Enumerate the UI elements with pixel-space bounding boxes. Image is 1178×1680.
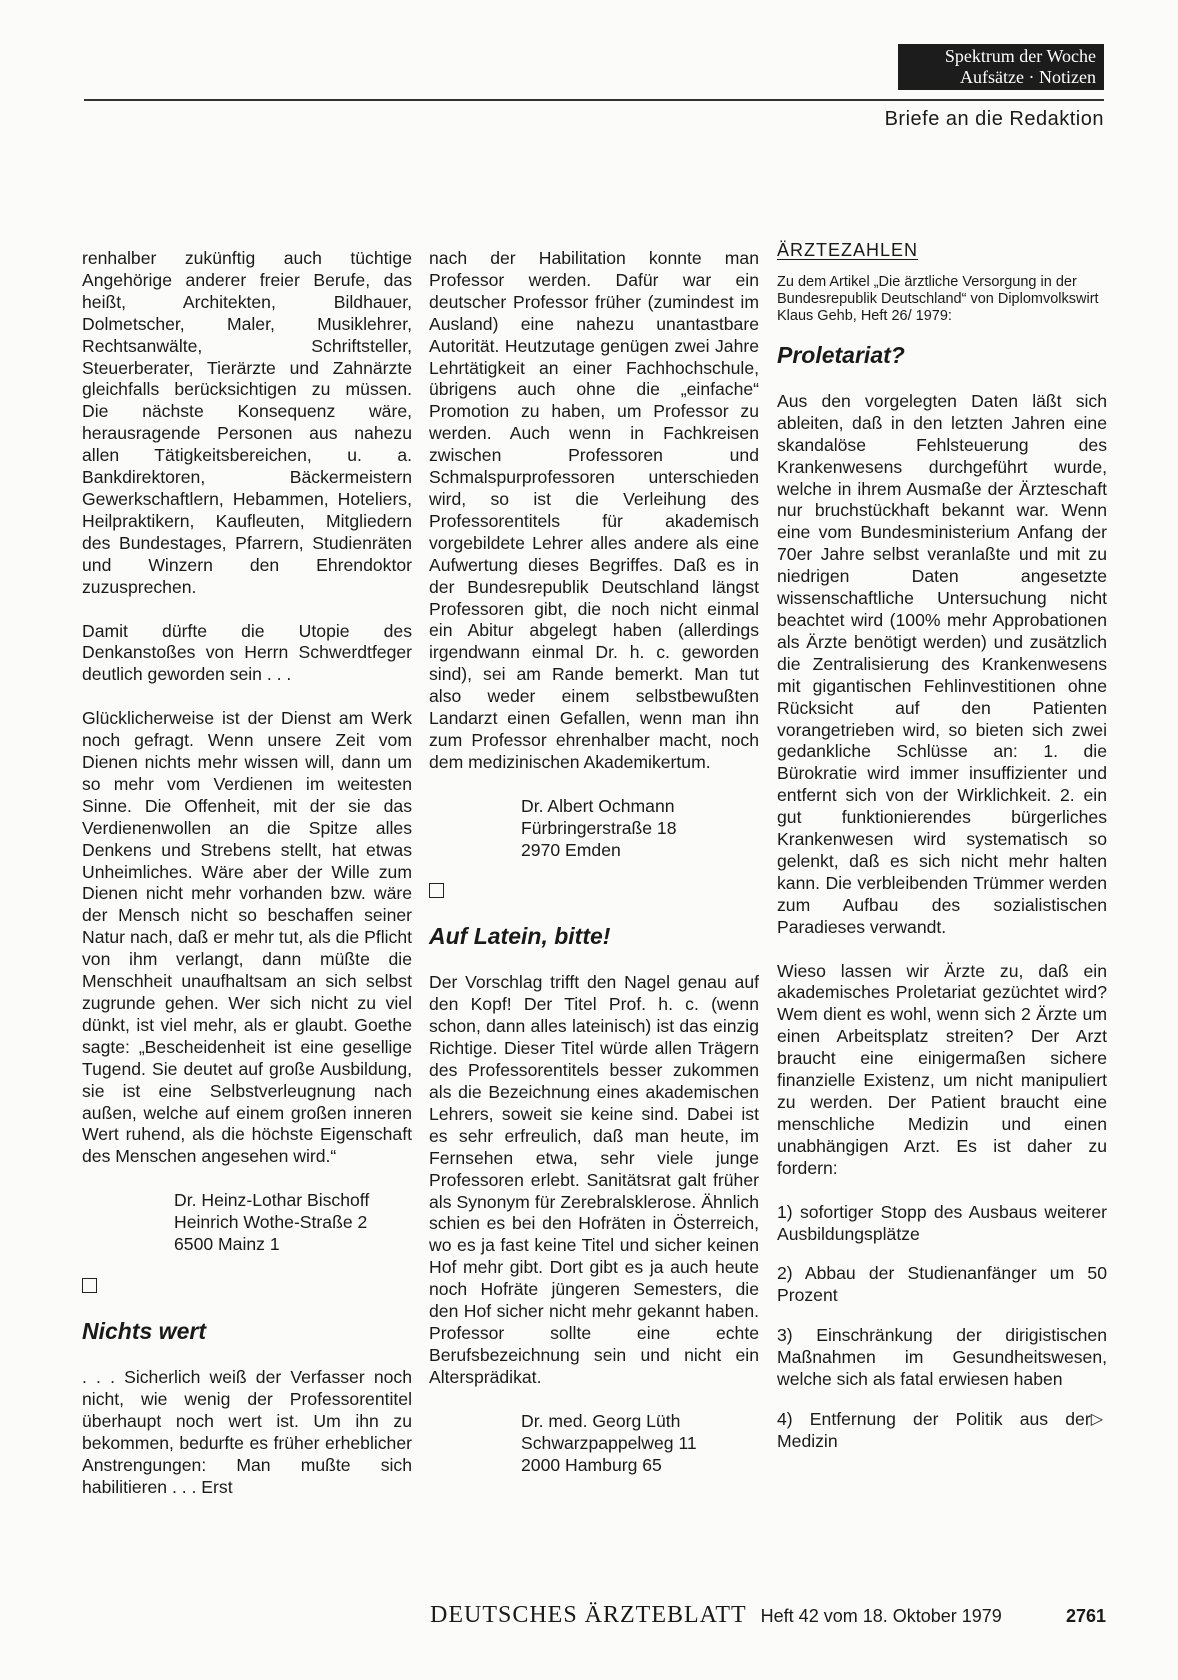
letter-title-proletariat: Proletariat? [777,341,905,368]
header-box-line1: Spektrum der Woche [944,46,1096,66]
col2-paragraph-2: Der Vorschlag trifft den Nagel genau auf den Kopf! Der Titel Prof. h. c. (wenn schon, dann alles lateinisch) ist das einzig Richtige. Dieser Titel würde allen Trägern des Professorentitels besser zukommen als die Bezeichnung eines akademischen Lehrers, soweit sie keine sind. Dabei ist es sehr erfreulich, daß man heute, im Fernsehen etwa, sehr viele junge Professoren erlebt. Sanitätsrat galt früher als Synonym für Zerebralsklerose. Ähnlich schien es bei den Hofräten in Österreich, wo es ja fast keine Titel und sicher keinen Hof mehr gibt. Dort gibt es ja auch heute noch Hofräte jüngeren Semesters, die den Hof sicher nicht mehr gekannt haben. Professor sollte eine echte Berufsbezeichnung sein und nicht ein Altersprädikat. [429,972,759,1387]
col1-paragraph-3: Glücklicherweise ist der Dienst am Werk noch gefragt. Wenn unsere Zeit vom Dienen nichts mehr wissen will, dann um so mehr vom Verdienen im weitesten Sinne. Die Offenheit, mit der sie das Verdienenwollen an die Spitze alles Denkens und Strebens stellt, hat etwas Unheimliches. Wäre aber der Wille zum Dienen nicht mehr vorhanden bzw. wäre der Mensch nicht so beschaffen seiner Natur nach, daß er mehr tut, als die Pflicht von ihm verlangt, dann müßte die Menschheit unaufhaltsam an sich selbst zugrunde gehen. Wer sich nicht zu viel dünkt, ist viel mehr, als er glaubt. Goethe sagte: „Bescheidenheit ist eine gesellige Tugend. Sie deutet auf große Ausbildung, sie ist eine Selbstverleugnung nach außen, welche auf einem großen inneren Wert ruhend, als die höchste Eigenschaft des Menschen angesehen wird.“ [82,708,412,1167]
demand-item-4-text: 4) Entfernung der Politik aus der Medizin [777,1408,1091,1451]
signature-street: Heinrich Wothe-Straße 2 [174,1212,368,1233]
end-of-letter-box-icon [429,883,444,898]
col2-paragraph-1: nach der Habilitation konnte man Professor werden. Dafür war ein deutscher Professor früher (zumindest im Ausland) eine nahezu unantastbare Autorität. Heutzutage genügen zwei Jahre Lehrtätigkeit an einer Fachhochschule, übrigens auch ohne die „einfache“ Promotion zu haben, um Professor zu werden. Auch wenn in Fachkreisen zwischen Professoren und Schmalspurprofessoren unterschieden wird, so ist die Verleihung des Professorentitels für akademisch vorgebildete Lehrer alles andere als eine Aufwertung dieses Begriffes. Daß es in der Bundesrepublik Deutschland längst Professoren gibt, die noch nicht einmal ein Abitur abgelegt haben (allerdings irgendwann einmal Dr. h. c. geworden sind), sei am Rande bemerkt. Man tut also weder einem selbstbewußten Landarzt einen Gefallen, wenn man ihn zum Professor ehrenhalber macht, noch dem medizinischen Akademikertum. [429,248,759,772]
signature-lueth [521,1411,759,1477]
article-reference: Zu dem Artikel „Die ärztliche Versorgung in der Bundesrepublik Deutschland“ von Diplomvolkswirt Klaus Gehb, Heft 26/ 1979: [777,273,1099,324]
col3-paragraph-1: Aus den vorgelegten Daten läßt sich ableiten, daß in den letzten Jahren eine skandalöse Fehlsteuerung des Krankenwesens durchgeführt wurde, welche in ihrem Ausmaße der Ärzteschaft nur bruchstückhaft bekannt war. Wenn eine vom Bundesministerium Anfang der 70er Jahre selbst veranlaßte und mit zu niedrigen Daten angesetzte wissenschaftliche Untersuchung nicht beachtet wird (100% mehr Approbationen als Ärzte benötigt werden) und zusätzlich die Zentralisierung des Krankenwesens mit gigantischen Fehlinvestitionen ohne Rücksicht auf den Patienten vorangetrieben wird, so bieten sich zwei gedankliche Schlüsse an: 1. die Bürokratie wird immer insuffizienter und entfernt sich von der Wirklichkeit. 2. ein gut funktionierendes bürgerliches Krankenwesen wird systematisch so gelenkt, daß es sich nicht mehr halten kann. Die verbleibenden Trümmer werden zum Aufbau des sozialistischen Paradieses verwandt. [777,390,1107,937]
letter-title-nichts-wert: Nichts wert [82,1317,206,1344]
col3-paragraph-2: Wieso lassen wir Ärzte zu, daß ein akademisches Proletariat gezüchtet wird? Wem dient es wohl, wenn sich 2 Ärzte um einen Arbeitsplatz streiten? Der Arzt braucht eine einigermaßen sichere finanzielle Existenz, um nicht manipuliert zu werden. Der Patient braucht eine menschliche Medizin und einen unabhängigen Arzt. Es ist daher zu fordern: [777,960,1107,1178]
issue-info: Heft 42 vom 18. Oktober 1979 [760,1606,1002,1626]
column-2 [429,248,759,1498]
signature-name: Dr. Heinz-Lothar Bischoff [174,1190,370,1211]
header-rule [84,99,1104,101]
col1-paragraph-2: Damit dürfte die Utopie des Denkanstoßes von Herrn Schwerdtfeger deutlich geworden sein . . . [82,620,412,685]
column-1 [82,248,412,1520]
signature-city: 6500 Mainz 1 [174,1234,280,1255]
signature-name: Dr. Albert Ochmann [521,795,675,816]
section-header-box [898,44,1104,90]
demand-item-2: 2) Abbau der Studienanfänger um 50 Prozent [777,1263,1107,1306]
letter-title-auf-latein: Auf Latein, bitte! [429,923,611,950]
signature-street: Fürbringerstraße 18 [521,817,677,838]
signature-ochmann [521,796,759,862]
page-footer [430,1602,1106,1629]
end-of-letter-box-icon [82,1278,97,1293]
col1-paragraph-1: renhalber zukünftig auch tüchtige Angehörige anderer freier Berufe, das heißt, Architekten, Bildhauer, Dolmetscher, Maler, Musiklehrer, Rechtsanwälte, Schriftsteller, Steuerberater, Tierärzte und Zahnärzte gleichfalls berücksichtigen zu müssen. Die nächste Konsequenz wäre, herausragende Personen aus nahezu allen Tätigkeitsbereichen, u. a. Bankdirektoren, Bäckermeistern Gewerkschaftlern, Hebammen, Hoteliers, Heilpraktikern, Kaufleuten, Mitgliedern des Bundestages, Pfarrern, Studienräten und Winzern den Ehrendoktor zuzusprechen. [82,248,412,597]
topic-heading: ÄRZTEZAHLEN [777,240,919,260]
header-box-line2: Aufsätze · Notizen [960,67,1096,87]
demand-item-4 [777,1409,1107,1453]
demand-item-3: 3) Einschränkung der dirigistischen Maßnahmen im Gesundheitswesen, welche sich als fatal erwiesen haben [777,1325,1107,1390]
signature-name: Dr. med. Georg Lüth [521,1410,681,1431]
column-3 [777,240,1107,1471]
signature-bischoff [174,1190,412,1256]
page-number: 2761 [1065,1606,1106,1626]
signature-street: Schwarzpappelweg 11 [521,1432,697,1453]
continue-arrow-icon: ▷ [1090,1410,1103,1428]
demand-item-1: 1) sofortiger Stopp des Ausbaus weiterer Ausbildungsplätze [777,1201,1107,1244]
journal-name: DEUTSCHES ÄRZTEBLATT [430,1602,747,1628]
section-title: Briefe an die Redaktion [884,108,1104,130]
col1-paragraph-4: . . . Sicherlich weiß der Verfasser noch nicht, wie wenig der Professorentitel überhaupt noch wert ist. Um ihn zu bekommen, bedurfte es früher erheblicher Anstrengungen: Man mußte sich habilitieren . . . Erst [82,1366,412,1497]
signature-city: 2000 Hamburg 65 [521,1454,662,1475]
signature-city: 2970 Emden [521,839,621,860]
